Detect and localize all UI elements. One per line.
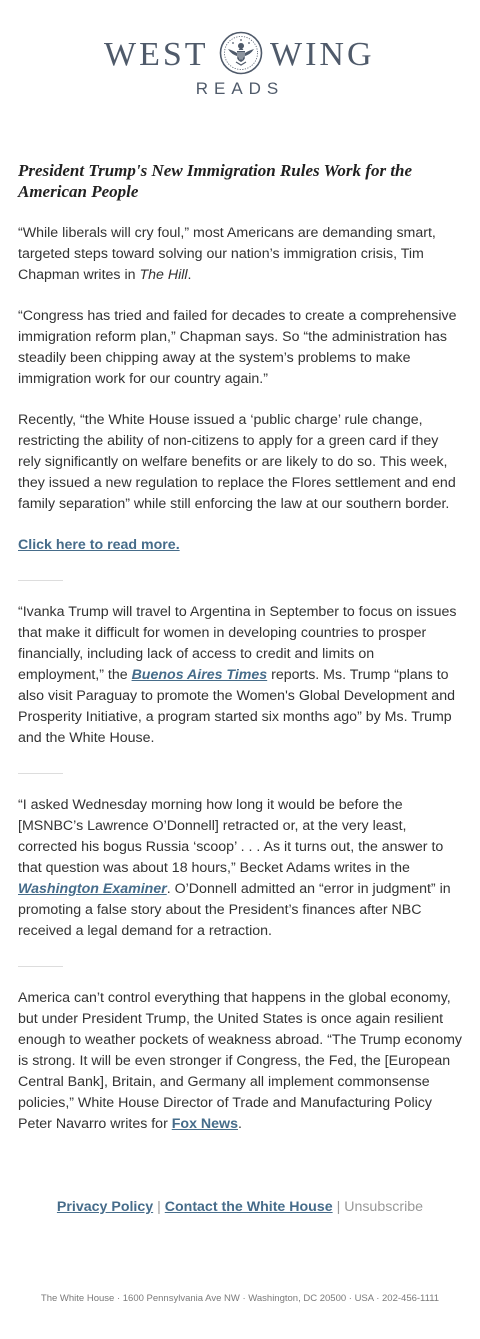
news-item-ivanka-text-end: reports. Ms. Trump “plans to also visit Paraguay to promote the Women's Global Development and Prosperity Initiative, a program started six months ago” by Ms. Trump and the White House. xyxy=(18,667,455,746)
article-paragraph-1 xyxy=(18,223,462,286)
news-item-ivanka-text: “Ivanka Trump will travel to Argentina in September to focus on issues that make it difficult for women in developing countries to prosper financially, including lack of access to credit and limits on employment,” the xyxy=(18,604,457,683)
news-item-odonnell-text: “I asked Wednesday morning how long it would be before the [MSNBC’s Lawrence O’Donnell] retracted or, at the very least, corrected his bogus Russia ‘scoop’ . . . As it turns out, the answer to that question was about 18 hours,” Becket Adams writes in the xyxy=(18,797,444,876)
section-divider xyxy=(18,966,63,967)
footer-address: The White House · 1600 Pennsylvania Ave NW · Washington, DC 20500 · USA · 202-456-1111 xyxy=(40,1293,440,1304)
footer-separator: | xyxy=(153,1199,165,1215)
privacy-policy-link[interactable]: Privacy Policy xyxy=(56,1199,154,1215)
news-item-economy-text-end: . xyxy=(237,1116,242,1132)
source-the-hill: The Hill xyxy=(139,267,188,283)
footer-links xyxy=(18,1197,462,1218)
article-paragraph-1-end: . xyxy=(187,267,192,283)
section-divider xyxy=(18,773,63,774)
news-item-odonnell xyxy=(18,795,462,942)
logo-subtitle-reads: READS xyxy=(195,79,285,98)
fox-news-link[interactable]: Fox News xyxy=(171,1116,238,1132)
washington-examiner-link[interactable]: Washington Examiner xyxy=(18,881,167,897)
news-item-economy-text: America can’t control everything that happens in the global economy, but under President Trump, the United States is once again resilient enough to weather pockets of weakness abroad. “The Trump economy is strong. It will be even stronger if Congress, the Fed, the [European Central Bank], Britain, and Germany all implement commonsense policies,” White House Director of Trade and Manufacturing Policy Peter Navarro writes for xyxy=(18,990,463,1132)
news-item-ivanka xyxy=(18,602,462,749)
unsubscribe-link[interactable]: Unsubscribe xyxy=(344,1199,424,1215)
section-divider xyxy=(18,580,63,581)
email-content xyxy=(0,160,480,1304)
footer-separator: | xyxy=(332,1199,345,1215)
logo-word-wing: WING xyxy=(270,36,375,73)
read-more-link[interactable]: Click here to read more. xyxy=(18,537,180,553)
west-wing-reads-logo xyxy=(0,0,480,132)
logo-word-west: WEST xyxy=(104,36,209,73)
article-paragraph-3: Recently, “the White House issued a ‘public charge’ rule change, restricting the ability of non-citizens to apply for a green card if they rely significantly on welfare benefits or are likely to do so. This week, they issued a new regulation to replace the Flores settlement and end family separation” while still enforcing the law at our southern border. xyxy=(18,412,456,512)
read-more-paragraph xyxy=(18,535,462,556)
article-paragraph-1-text: “While liberals will cry foul,” most Americans are demanding smart, targeted steps toward solving our nation’s immigration crisis, Tim Chapman writes in xyxy=(18,225,436,283)
news-item-economy xyxy=(18,988,462,1135)
article-paragraph-2: “Congress has tried and failed for decades to create a comprehensive immigration reform plan,” Chapman says. So “the administration has steadily been chipping away at the system’s problems to make immigration work for our country again.” xyxy=(18,308,457,387)
article-title: President Trump's New Immigration Rules Work for the American People xyxy=(18,161,413,201)
buenos-aires-times-link[interactable]: Buenos Aires Times xyxy=(131,667,268,683)
contact-white-house-link[interactable]: Contact the White House xyxy=(164,1199,333,1215)
presidential-seal-icon xyxy=(219,31,263,75)
news-item-odonnell-text-end: . O’Donnell admitted an “error in judgment” in promoting a false story about the President’s finances after NBC received a legal demand for a retraction. xyxy=(18,881,451,939)
